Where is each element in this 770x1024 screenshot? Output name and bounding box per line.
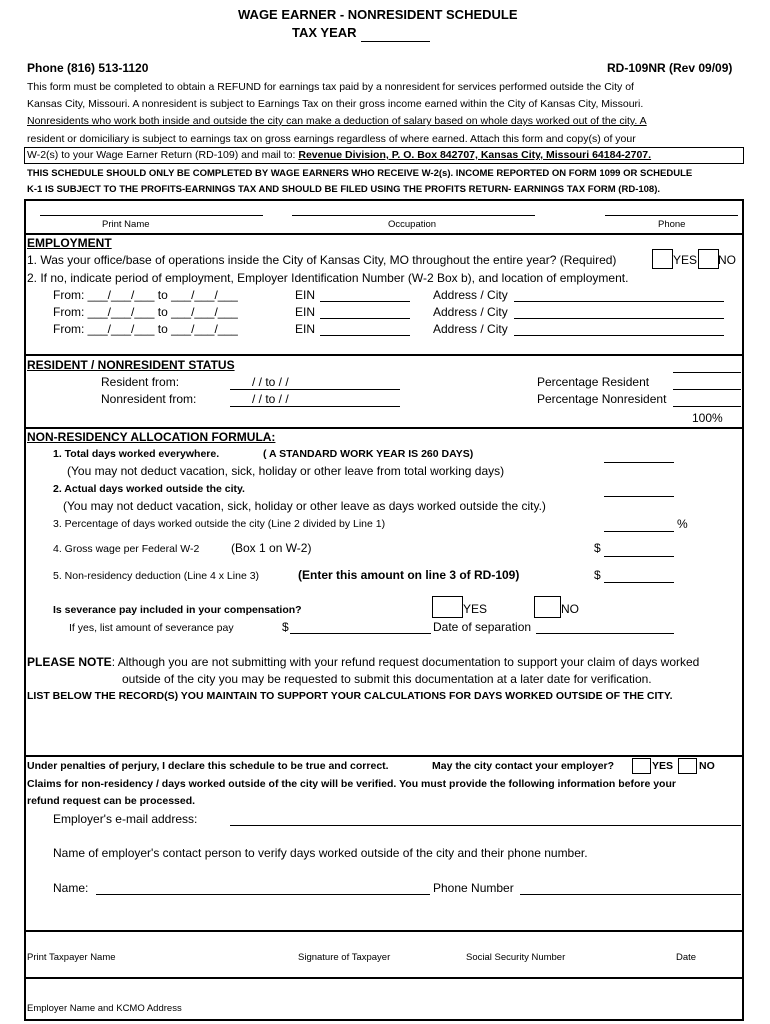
mailing-address: Revenue Division, P. O. Box 842707, Kansas City, Missouri 64184-2707. (298, 149, 652, 161)
ein-field-2[interactable] (320, 318, 410, 319)
ein-field-3[interactable] (320, 335, 410, 336)
date-label: Date (676, 952, 697, 963)
employment-question-1: 1. Was your office/base of operations inside the City of Kansas City, MO throughout the entire year? (Required) (27, 253, 617, 267)
status-heading: RESIDENT / NONRESIDENT STATUS (27, 358, 235, 372)
percentage-resident-label: Percentage Resident (537, 375, 650, 389)
perjury-statement: Under penalties of perjury, I declare this schedule to be true and correct. (27, 760, 389, 772)
contact-employer-no-checkbox[interactable] (678, 758, 697, 774)
please-note-text-2: outside of the city you may be requested to submit this documentation at a later date for verification. (122, 672, 652, 686)
resident-from-label: Resident from: (101, 375, 180, 389)
separation-date-field[interactable] (536, 633, 674, 634)
contact-employer-yes-label: YES (652, 760, 674, 772)
line-1-subnote: (You may not deduct vacation, sick, holiday or other leave from total working days) (67, 464, 505, 478)
line-5-note: (Enter this amount on line 3 of RD-109) (298, 568, 520, 582)
line-4-field[interactable] (604, 556, 674, 557)
severance-question: Is severance pay included in your compensation? (53, 604, 302, 616)
records-instruction: LIST BELOW THE RECORD(S) YOU MAINTAIN TO SUPPORT YOUR CALCULATIONS FOR DAYS WORKED OUTSIDE OF THE CITY. (27, 690, 673, 702)
line-1-field[interactable] (604, 462, 674, 463)
line-3-percent-sign: % (677, 517, 688, 531)
employment-period-3[interactable]: From: ___/___/___ to ___/___/___ (53, 322, 238, 336)
nonresident-date-range[interactable]: / / to / / (252, 392, 289, 406)
intro-line-2: Kansas City, Missouri. A nonresident is subject to Earnings Tax on their gross income earned within the City of Kansas City, Missouri. (27, 98, 644, 110)
division-phone: Phone (816) 513-1120 (27, 61, 149, 75)
divider (24, 930, 742, 932)
percentage-nonresident-field[interactable] (673, 406, 741, 407)
form-title: WAGE EARNER - NONRESIDENT SCHEDULE (238, 7, 518, 22)
tax-year-label: TAX YEAR (292, 25, 357, 40)
form-number: RD-109NR (Rev 09/09) (607, 61, 733, 75)
employment-period-1[interactable]: From: ___/___/___ to ___/___/___ (53, 288, 238, 302)
divider (24, 427, 742, 429)
line-5-label: 5. Non-residency deduction (Line 4 x Line 3) (53, 570, 260, 582)
line-1-label: 1. Total days worked everywhere. (53, 448, 220, 460)
percentage-resident-field[interactable] (673, 389, 741, 390)
severance-no-label: NO (561, 602, 579, 616)
address-label-3: Address / City (433, 322, 508, 336)
contact-name-label: Name: (53, 881, 89, 895)
office-inside-no-checkbox[interactable] (698, 249, 719, 269)
contact-employer-yes-checkbox[interactable] (632, 758, 651, 774)
office-inside-yes-label: YES (673, 253, 698, 267)
contact-person-instruction: Name of employer's contact person to verify days worked outside of the city and their phone number. (53, 846, 588, 860)
address-label-2: Address / City (433, 305, 508, 319)
intro-line-5 (27, 149, 651, 161)
employer-email-field[interactable] (230, 825, 741, 826)
office-inside-yes-checkbox[interactable] (652, 249, 673, 269)
resident-date-underline (230, 389, 400, 390)
print-taxpayer-name-label: Print Taxpayer Name (27, 952, 116, 963)
severance-yes-checkbox[interactable] (432, 596, 463, 618)
employer-name-address-label: Employer Name and KCMO Address (27, 1003, 182, 1014)
print-name-field[interactable] (40, 215, 263, 216)
employer-email-label: Employer's e-mail address: (53, 812, 198, 826)
divider (24, 354, 742, 356)
divider (24, 233, 742, 235)
claims-text-1: Claims for non-residency / days worked outside of the city will be verified. You must provide the following information before your (27, 778, 676, 790)
tax-year-field[interactable] (361, 41, 430, 42)
nonresident-date-underline (230, 406, 400, 407)
records-area[interactable] (27, 706, 739, 754)
intro-line-3: Nonresidents who work both inside and outside the city can make a deduction of salary based on whole days worked out of the city. A (27, 115, 647, 127)
line-2-label: 2. Actual days worked outside the city. (53, 483, 245, 495)
address-field-3[interactable] (514, 335, 724, 336)
ein-label-1: EIN (295, 288, 316, 302)
ein-label-2: EIN (295, 305, 316, 319)
ein-field-1[interactable] (320, 301, 410, 302)
mail-instruction: W-2(s) to your Wage Earner Return (RD-109) and mail to: (27, 149, 299, 161)
employment-question-2: 2. If no, indicate period of employment, Employer Identification Number (W-2 Box b), and location of employment. (27, 271, 629, 285)
occupation-field[interactable] (292, 215, 535, 216)
phone-field[interactable] (605, 215, 738, 216)
address-label-1: Address / City (433, 288, 508, 302)
divider (24, 977, 742, 979)
line-4-dollar-sign: $ (594, 541, 601, 555)
line-1-note: ( A STANDARD WORK YEAR IS 260 DAYS) (263, 448, 474, 460)
taxpayer-signature-label: Signature of Taxpayer (298, 952, 391, 963)
percentage-nonresident-label: Percentage Nonresident (537, 392, 667, 406)
allocation-heading: NON-RESIDENCY ALLOCATION FORMULA: (27, 430, 276, 444)
ein-label-3: EIN (295, 322, 316, 336)
address-field-2[interactable] (514, 318, 724, 319)
please-note-label: PLEASE NOTE (27, 655, 112, 669)
severance-amount-label: If yes, list amount of severance pay (69, 622, 234, 634)
intro-line-1: This form must be completed to obtain a REFUND for earnings tax paid by a nonresident for services performed outside the City of (27, 81, 634, 93)
contact-phone-label: Phone Number (433, 881, 514, 895)
line-2-subnote: (You may not deduct vacation, sick, holiday or other leave as days worked outside the city.) (63, 499, 546, 513)
line-5-dollar-sign: $ (594, 568, 601, 582)
ssn-label: Social Security Number (466, 952, 566, 963)
line-3-label: 3. Percentage of days worked outside the city (Line 2 divided by Line 1) (53, 518, 386, 530)
contact-phone-field[interactable] (520, 894, 741, 895)
total-percentage: 100% (692, 411, 723, 425)
contact-name-field[interactable] (96, 894, 430, 895)
nonresident-from-label: Nonresident from: (101, 392, 197, 406)
severance-no-checkbox[interactable] (534, 596, 561, 618)
severance-amount-field[interactable] (290, 633, 431, 634)
line-2-field[interactable] (604, 496, 674, 497)
resident-date-range[interactable]: / / to / / (252, 375, 289, 389)
severance-dollar-sign: $ (282, 620, 289, 634)
notice-line-2: K-1 IS SUBJECT TO THE PROFITS-EARNINGS TAX AND SHOULD BE FILED USING THE PROFITS RETURN- EARNINGS TAX FORM (RD-108). (27, 184, 661, 195)
contact-employer-question: May the city contact your employer? (432, 760, 615, 772)
office-inside-no-label: NO (718, 253, 736, 267)
line-5-field[interactable] (604, 582, 674, 583)
employment-heading: EMPLOYMENT (27, 236, 112, 250)
address-field-1[interactable] (514, 301, 724, 302)
line-4-label: 4. Gross wage per Federal W-2 (53, 543, 200, 555)
notice-line-1: THIS SCHEDULE SHOULD ONLY BE COMPLETED BY WAGE EARNERS WHO RECEIVE W-2(s). INCOME REPORTED ON FORM 1099 OR SCHEDULE (27, 168, 693, 179)
severance-yes-label: YES (463, 602, 488, 616)
line-3-field[interactable] (604, 531, 674, 532)
please-note-text-1: : Although you are not submitting with your refund request documentation to support your claim of days worked (111, 655, 700, 669)
line-4-note: (Box 1 on W-2) (231, 541, 312, 555)
divider (24, 755, 742, 757)
contact-employer-no-label: NO (699, 760, 715, 772)
claims-text-2: refund request can be processed. (27, 795, 196, 807)
phone-label: Phone (658, 219, 686, 230)
intro-line-4: resident or domiciliary is subject to earnings tax on gross earnings regardless of where earned. Attach this form and copy(s) of your (27, 133, 636, 145)
please-note (27, 655, 699, 669)
occupation-label: Occupation (388, 219, 437, 230)
percentage-resident-field-top (673, 372, 741, 373)
print-name-label: Print Name (102, 219, 150, 230)
employment-period-2[interactable]: From: ___/___/___ to ___/___/___ (53, 305, 238, 319)
separation-date-label: Date of separation (433, 620, 532, 634)
